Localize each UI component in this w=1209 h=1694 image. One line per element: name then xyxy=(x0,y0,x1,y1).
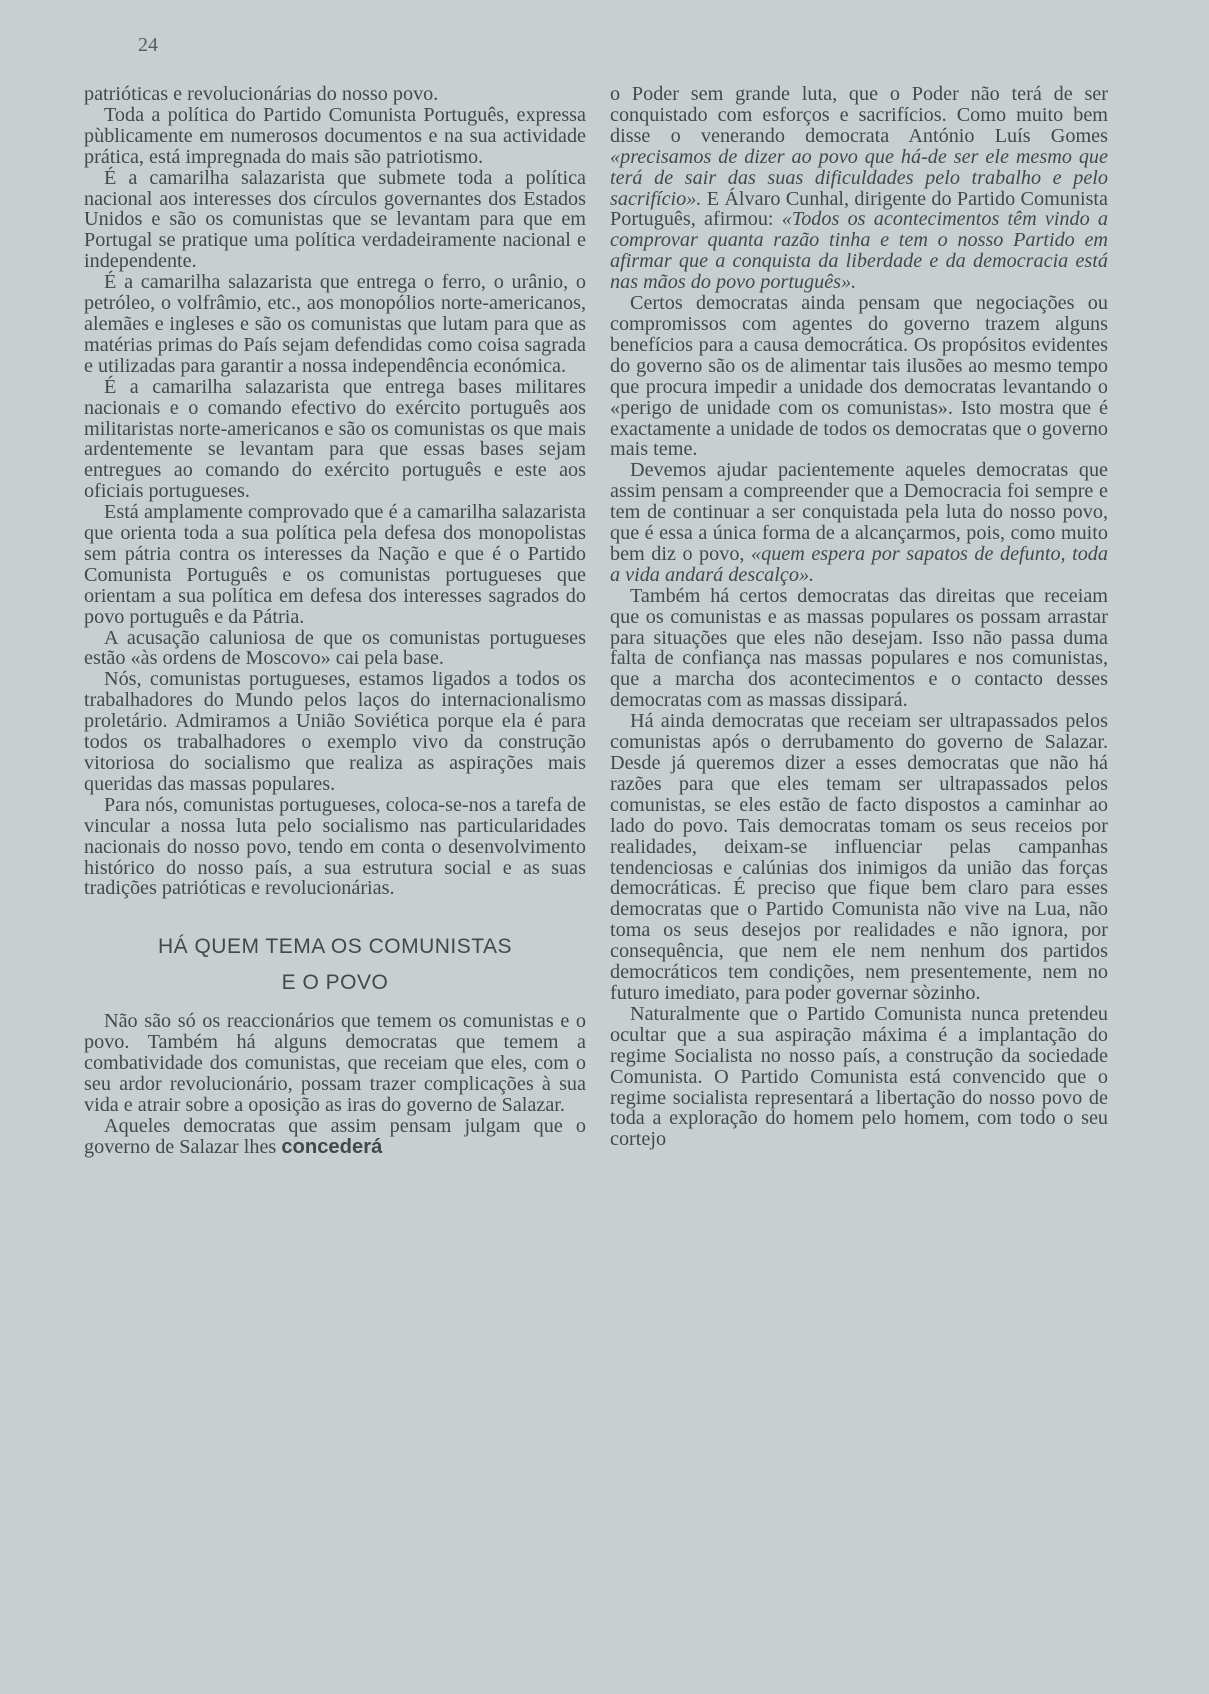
paragraph: Toda a política do Partido Comunista Português, expressa pùblicamente em numerosos documentos e na sua actividade prática, está impregnada do mais são patriotismo. xyxy=(84,103,586,168)
paragraph: A acusação caluniosa de que os comunistas portugueses estão «às ordens de Moscovo» cai pela base. xyxy=(84,626,586,670)
paragraph-text: E Álvaro Cunhal, dirigente do Partido Comunista Português, afirmou: xyxy=(610,187,1108,231)
quotation: «precisamos de dizer ao povo que há-de ser ele mesmo que terá de sair das suas dificuldades pelo trabalho e pelo sacrifício». xyxy=(610,145,1108,210)
paragraph: É a camarilha salazarista que submete toda a política nacional aos interesses dos círculos governantes dos Estados Unidos e são os comunistas que se levantam para que em Portugal se pratique uma política verdadeiramente nacional e independente. xyxy=(84,166,586,273)
paragraph: Não são só os reaccionários que temem os comunistas e o povo. Também há alguns democratas que temem a combatividade dos comunistas, que receiam que eles, com o seu ardor revolucionário, possam trazer complicações à sua vida e atrair sobre a oposição as iras do governo de Salazar. xyxy=(84,1010,586,1116)
paragraph-text: Devemos ajudar pacientemente aqueles democratas que assim pensam a compreender que a Democracia foi sempre e tem de continuar a ser conquistada pela luta do nosso povo, que é essa a única forma de a alcançarmos, pois, como muito bem diz o povo, xyxy=(610,459,1108,565)
left-column xyxy=(84,84,586,1158)
paragraph xyxy=(610,460,1108,585)
page-number: 24 xyxy=(138,34,158,56)
paragraph: Também há certos democratas das direitas que receiam que os comunistas e as massas populares os possam arrastar para situações que eles não desejam. Isso não passa duma falta de confiança nas massas populares e nos comunistas, que a marcha dos acontecimentos e o contacto desses democratas com as massas dissipará. xyxy=(610,584,1108,712)
paragraph: É a camarilha salazarista que entrega o ferro, o urânio, o petróleo, o volfrâmio, etc., aos monopólios norte-americanos, alemães e ingleses e são os comunistas que lutam para que as matérias primas do País sejam defendidas como coisa sagrada e utilizadas para garantir a nossa independência económica. xyxy=(84,271,586,377)
paragraph xyxy=(84,1116,586,1158)
paragraph: Nós, comunistas portugueses, estamos ligados a todos os trabalhadores do Mundo pelos laços do internacionalismo proletário. Admiramos a União Soviética porque ela é para todos os trabalhadores o exemplo vivo da construção vitoriosa do socialismo que realiza as aspirações mais queridas das massas populares. xyxy=(84,668,586,795)
emphasized-word: concederá xyxy=(281,1135,383,1158)
paragraph-text: o Poder sem grande luta, que o Poder não terá de ser conquistado com esforços e sacrifícios. Como muito bem disse o venerando democrata António Luís Gomes xyxy=(610,83,1108,147)
paragraph: Naturalmente que o Partido Comunista nunca pretendeu ocultar que a sua aspiração máxima é a implantação do regime Socialista no nosso país, a construção da sociedade Comunista. O Partido Comunista está convencido que o regime socialista representará a libertação do nosso povo de toda a exploração do homem pelo homem, com todo o seu cortejo xyxy=(610,1002,1108,1151)
paragraph: patrióticas e revolucionárias do nosso povo. xyxy=(84,83,439,105)
paragraph xyxy=(610,84,1108,293)
quotation: «quem espera por sapatos de defunto, toda a vida andará descalço». xyxy=(610,542,1108,586)
quotation: «Todos os acontecimentos têm vindo a comprovar quanta razão tinha e tem o nosso Partido em afirmar que a conquista da liberdade e da democracia está nas mãos do povo português». xyxy=(610,208,1109,294)
section-heading xyxy=(84,929,586,1001)
paragraph-text: Aqueles democratas que assim pensam julgam que o governo de Salazar lhes xyxy=(84,1114,586,1158)
paragraph: É a camarilha salazarista que entrega bases militares nacionais e o comando efectivo do exército português aos militaristas norte-americanos e são os comunistas os que mais ardentemente se levantam para que essas bases sejam entregues ao comando do exército português e este aos oficiais portugueses. xyxy=(84,375,586,503)
paragraph: Está amplamente comprovado que é a camarilha salazarista que orienta toda a sua política pela defesa dos monopolistas sem pátria contra os interesses da Nação e que é o Partido Comunista Português e os comunistas portugueses que orientam a sua política em defesa dos interesses sagrados do povo português e da Pátria. xyxy=(84,501,586,628)
section-heading-line: HÁ QUEM TEMA OS COMUNISTAS xyxy=(157,935,513,959)
paragraph: Certos democratas ainda pensam que negociações ou compromissos com agentes do governo trazem alguns benefícios para a causa democrática. Os propósitos evidentes do governo são os de alimentar tais ilusões ao mesmo tempo que procura impedir a unidade dos democratas levantando o «perigo de unidade com os comunistas». Isto mostra que é exactamente a unidade de todos os democratas que o governo mais teme. xyxy=(610,292,1108,461)
paragraph: Há ainda democratas que receiam ser ultrapassados pelos comunistas após o derrubamento do governo de Salazar. Desde já queremos dizer a esses democratas que não há razões para que eles temam ser ultrapassados pelos comunistas, se eles estão de facto dispostos a caminhar ao lado do povo. Tais democratas tomam os seus receios por realidades, deixam-se influenciar pelas campanhas tendenciosas e calúnias dos inimigos da união das forças democráticas. É preciso que fique bem claro para esses democratas que o Partido Comunista não vive na Lua, não toma os seus desejos por realidades e não ignora, por consequência, que nem ele nem nenhum dos partidos democráticos tem condições, nem presentemente, nem no futuro imediato, para poder governar sòzinho. xyxy=(610,710,1108,1004)
right-column xyxy=(610,84,1108,1150)
section-heading-line: E O POVO xyxy=(281,971,389,995)
paragraph: Para nós, comunistas portugueses, coloca-se-nos a tarefa de vincular a nossa luta pelo socialismo nas particularidades nacionais do nosso povo, tendo em conta o desenvolvimento histórico do nosso país, a sua estrutura social e as suas tradições patrióticas e revolucionárias. xyxy=(84,793,586,900)
